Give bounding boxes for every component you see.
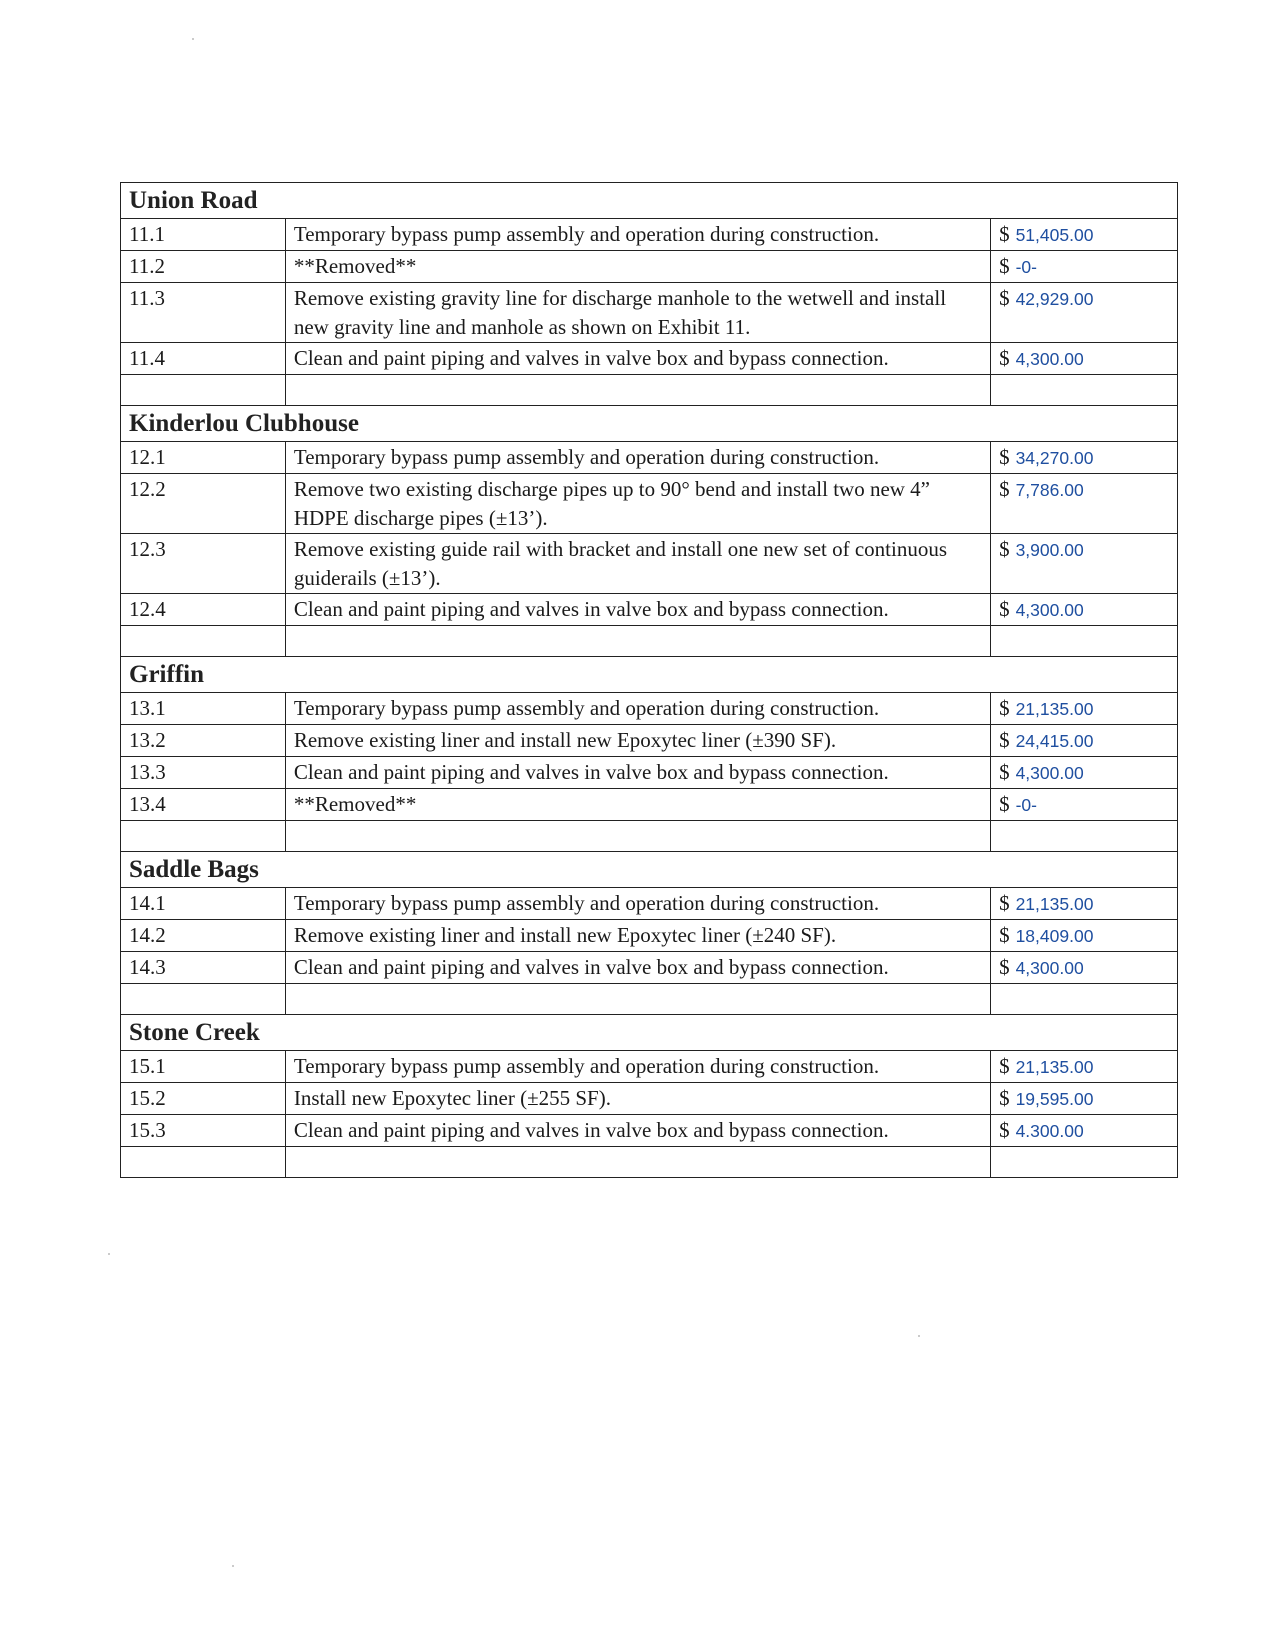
section-header-griffin: [121, 657, 1178, 693]
item-number: 11.2: [121, 251, 286, 283]
item-amount-cell: [991, 757, 1178, 789]
item-description: Remove two existing discharge pipes up to 90° bend and install two new 4” HDPE discharge pipes (±13’).: [285, 474, 990, 534]
item-description: Temporary bypass pump assembly and operation during construction.: [285, 442, 990, 474]
item-description: Install new Epoxytec liner (±255 SF).: [285, 1083, 990, 1115]
item-description: Temporary bypass pump assembly and operation during construction.: [285, 219, 990, 251]
item-amount: 4,300.00: [1015, 600, 1084, 620]
item-number: 15.3: [121, 1115, 286, 1147]
blank-row: [121, 821, 1178, 852]
table-row: [121, 283, 1178, 343]
item-description: Remove existing liner and install new Epoxytec liner (±240 SF).: [285, 920, 990, 952]
item-number: 12.2: [121, 474, 286, 534]
item-amount-cell: [991, 594, 1178, 626]
item-amount-cell: [991, 888, 1178, 920]
item-amount: 18,409.00: [1015, 926, 1094, 946]
currency-symbol: $: [999, 923, 1010, 947]
item-description: Temporary bypass pump assembly and operation during construction.: [285, 1051, 990, 1083]
item-amount-cell: [991, 952, 1178, 984]
item-amount-cell: [991, 343, 1178, 375]
table-row: [121, 693, 1178, 725]
currency-symbol: $: [999, 760, 1010, 784]
item-number: 11.3: [121, 283, 286, 343]
item-description: Clean and paint piping and valves in valve box and bypass connection.: [285, 952, 990, 984]
item-number: 13.1: [121, 693, 286, 725]
currency-symbol: $: [999, 891, 1010, 915]
item-amount: 21,135.00: [1015, 699, 1094, 719]
item-number: 12.4: [121, 594, 286, 626]
table-row: [121, 757, 1178, 789]
blank-row: [121, 984, 1178, 1015]
section-title: Kinderlou Clubhouse: [121, 406, 1178, 442]
item-amount-cell: [991, 1115, 1178, 1147]
currency-symbol: $: [999, 222, 1010, 246]
item-description: Clean and paint piping and valves in valve box and bypass connection.: [285, 757, 990, 789]
item-amount-cell: [991, 693, 1178, 725]
currency-symbol: $: [999, 1086, 1010, 1110]
table-row: [121, 952, 1178, 984]
item-description: Clean and paint piping and valves in valve box and bypass connection.: [285, 594, 990, 626]
currency-symbol: $: [999, 597, 1010, 621]
item-amount: 4,300.00: [1015, 349, 1084, 369]
table-row: [121, 251, 1178, 283]
table-row: [121, 1051, 1178, 1083]
item-amount: -0-: [1015, 257, 1037, 277]
item-amount: 4,300.00: [1015, 763, 1084, 783]
item-amount: 21,135.00: [1015, 894, 1094, 914]
section-title: Saddle Bags: [121, 852, 1178, 888]
blank-row: [121, 1147, 1178, 1178]
item-amount-cell: [991, 251, 1178, 283]
item-amount-cell: [991, 534, 1178, 594]
item-description: **Removed**: [285, 251, 990, 283]
item-description: Remove existing guide rail with bracket and install one new set of continuous guiderails (±13’).: [285, 534, 990, 594]
table-row: [121, 474, 1178, 534]
item-amount: 51,405.00: [1015, 225, 1094, 245]
item-amount: 19,595.00: [1015, 1089, 1094, 1109]
table-row: [121, 594, 1178, 626]
cost-schedule-table: [120, 182, 1178, 1178]
item-description: Remove existing gravity line for discharge manhole to the wetwell and install new gravity line and manhole as shown on Exhibit 11.: [285, 283, 990, 343]
item-number: 14.1: [121, 888, 286, 920]
section-title: Stone Creek: [121, 1015, 1178, 1051]
item-amount: 34,270.00: [1015, 448, 1094, 468]
table-row: [121, 1115, 1178, 1147]
table-row: [121, 534, 1178, 594]
blank-row: [121, 626, 1178, 657]
item-amount-cell: [991, 725, 1178, 757]
item-amount: 21,135.00: [1015, 1057, 1094, 1077]
item-number: 13.2: [121, 725, 286, 757]
item-amount-cell: [991, 442, 1178, 474]
section-header-union-road: [121, 183, 1178, 219]
currency-symbol: $: [999, 254, 1010, 278]
item-amount-cell: [991, 920, 1178, 952]
currency-symbol: $: [999, 1054, 1010, 1078]
item-amount: 3,900.00: [1015, 540, 1084, 560]
section-title: Griffin: [121, 657, 1178, 693]
currency-symbol: $: [999, 346, 1010, 370]
table-row: [121, 725, 1178, 757]
item-amount: 4.300.00: [1015, 1121, 1084, 1141]
currency-symbol: $: [999, 286, 1010, 310]
item-amount-cell: [991, 1051, 1178, 1083]
currency-symbol: $: [999, 792, 1010, 816]
item-number: 14.3: [121, 952, 286, 984]
currency-symbol: $: [999, 1118, 1010, 1142]
section-title: Union Road: [121, 183, 1178, 219]
item-number: 15.1: [121, 1051, 286, 1083]
item-number: 12.3: [121, 534, 286, 594]
table-row: [121, 219, 1178, 251]
currency-symbol: $: [999, 445, 1010, 469]
section-header-stone-creek: [121, 1015, 1178, 1051]
table-row: [121, 442, 1178, 474]
item-amount-cell: [991, 1083, 1178, 1115]
item-amount-cell: [991, 474, 1178, 534]
item-amount: 4,300.00: [1015, 958, 1084, 978]
item-description: Clean and paint piping and valves in valve box and bypass connection.: [285, 1115, 990, 1147]
item-number: 15.2: [121, 1083, 286, 1115]
item-number: 14.2: [121, 920, 286, 952]
currency-symbol: $: [999, 537, 1010, 561]
item-amount: 42,929.00: [1015, 289, 1094, 309]
item-amount: 7,786.00: [1015, 480, 1084, 500]
item-number: 11.1: [121, 219, 286, 251]
table-row: [121, 888, 1178, 920]
item-amount-cell: [991, 219, 1178, 251]
item-amount-cell: [991, 283, 1178, 343]
scan-speck: [192, 38, 194, 40]
item-description: Clean and paint piping and valves in valve box and bypass connection.: [285, 343, 990, 375]
section-header-saddle-bags: [121, 852, 1178, 888]
blank-row: [121, 375, 1178, 406]
currency-symbol: $: [999, 477, 1010, 501]
item-amount-cell: [991, 789, 1178, 821]
table-row: [121, 343, 1178, 375]
item-description: Temporary bypass pump assembly and operation during construction.: [285, 888, 990, 920]
table-row: [121, 1083, 1178, 1115]
scan-speck: [918, 1335, 920, 1337]
currency-symbol: $: [999, 955, 1010, 979]
item-number: 13.3: [121, 757, 286, 789]
table-row: [121, 920, 1178, 952]
item-description: **Removed**: [285, 789, 990, 821]
item-number: 12.1: [121, 442, 286, 474]
scan-speck: [232, 1565, 234, 1567]
item-description: Remove existing liner and install new Epoxytec liner (±390 SF).: [285, 725, 990, 757]
item-number: 11.4: [121, 343, 286, 375]
item-amount: 24,415.00: [1015, 731, 1094, 751]
item-description: Temporary bypass pump assembly and operation during construction.: [285, 693, 990, 725]
item-number: 13.4: [121, 789, 286, 821]
scan-speck: [108, 1253, 110, 1255]
currency-symbol: $: [999, 696, 1010, 720]
table-row: [121, 789, 1178, 821]
currency-symbol: $: [999, 728, 1010, 752]
item-amount: -0-: [1015, 795, 1037, 815]
section-header-kinderlou-clubhouse: [121, 406, 1178, 442]
